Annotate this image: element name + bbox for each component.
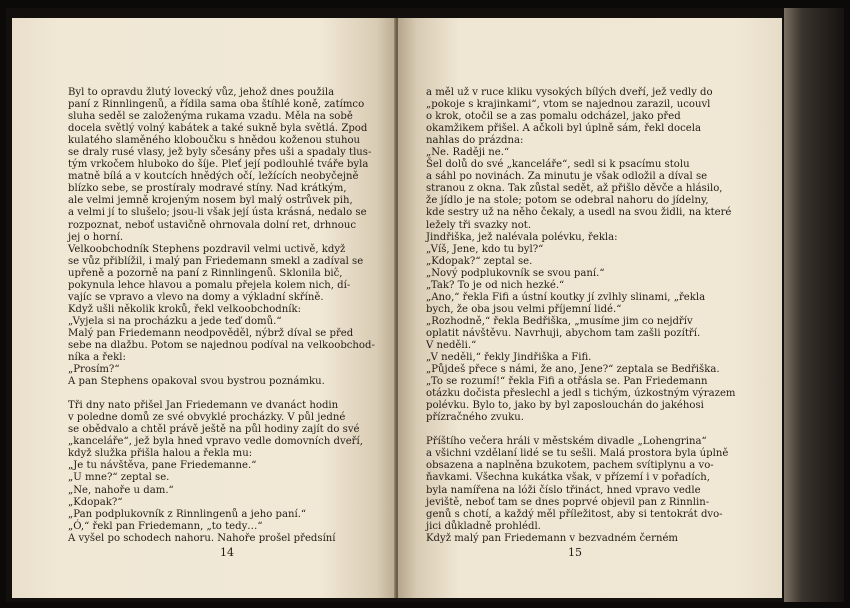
- right-page-text: [426, 87, 736, 545]
- text-line: Příštího večera hráli v městském divadle „Lohengrina“: [426, 436, 707, 448]
- text-line: V neděli.“: [426, 339, 477, 351]
- text-line: a sáhl po novinách. Za minutu je však odložil a díval se: [426, 171, 708, 183]
- text-line: okamžikem přišel. A ačkoli byl úplně sám, řekl docela: [426, 123, 701, 135]
- text-line: a velmi jí to slušelo; jsou-li však její ústa krásná, nedalo se: [68, 207, 367, 219]
- right-page: [398, 18, 782, 598]
- text-line: ale velmi jemně krojeným nosem byl malý ostrůvek pih,: [68, 195, 353, 207]
- text-line: a všichni vzdělaní lidé se tu sešli. Malá prostora byla úplně: [426, 448, 729, 460]
- text-line: Šel dolů do své „kanceláře“, sedl si k psacímu stolu: [426, 159, 690, 171]
- page-edge-shadow: [784, 8, 844, 602]
- open-book: [6, 8, 844, 602]
- text-line: Když malý pan Friedemann v bezvadném černém: [426, 532, 679, 544]
- text-line: když služka přišla halou a řekla mu:: [68, 448, 253, 460]
- text-line: „Tak? To je od nich hezké.“: [426, 279, 565, 291]
- text-line: tým vrkočem hluboko do šíje. Pleť její podlouhlé tváře byla: [68, 159, 369, 171]
- text-line: paní z Rinnlingenů, a řídila sama oba štíhlé koně, zatímco: [68, 99, 365, 111]
- text-line: „pokoje s krajinkami“, vtom se najednou zarazil, ucouvl: [426, 99, 711, 111]
- text-line: Velkoobchodník Stephens pozdravil velmi uctivě, když: [68, 243, 346, 255]
- text-line: vajíc se vpravo a vlevo na domy a výkladní skříně.: [68, 291, 324, 303]
- text-line: matně bílá a v koutcích hnědých očí, ležících neobyčejně: [68, 171, 359, 183]
- text-line: „Nový podplukovník se svou paní.“: [426, 267, 605, 279]
- text-line: „Kdopak?“: [68, 496, 123, 508]
- text-line: polévku. Bylo to, jako by byl zaposlouchán do jakéhosi: [426, 400, 704, 412]
- text-line: Jindřiška, jež nalévala polévku, řekla:: [426, 231, 618, 243]
- text-line: „Je tu návštěva, pane Friedemanne.“: [68, 460, 257, 472]
- text-line: otázku dočista přeslechl a jedl s tichým, úzkostným výrazem: [426, 388, 736, 400]
- text-line: A vyšel po schodech nahoru. Nahoře prošel předsíní: [68, 532, 336, 544]
- text-line: se obědvalo a chtěl právě ještě na půl hodiny zajít do své: [68, 424, 360, 436]
- text-line: Byl to opravdu žlutý lovecký vůz, jehož dnes použila: [68, 87, 335, 98]
- text-line: a měl už v ruce kliku vysokých bílých dveří, jež vedly do: [426, 87, 713, 98]
- text-line: se vůz přiblížil, i malý pan Friedemann smekl a zadíval se: [68, 255, 364, 267]
- text-line: upřeně a pozorně na paní z Rinnlingenů. Sklonila bič,: [68, 267, 343, 279]
- text-line: byla namířena na lóži číslo třináct, hned vpravo vedle: [426, 484, 701, 496]
- right-page-number: 15: [568, 546, 582, 559]
- section-break: [426, 424, 726, 436]
- text-line: „To se rozumí!“ řekla Fifi a otřásla se. Pan Friedemann: [426, 376, 708, 388]
- text-line: jej o horní.: [68, 231, 124, 243]
- text-line: nahlas do prázdna:: [426, 135, 524, 147]
- text-line: níka a řekl:: [68, 352, 126, 364]
- text-line: „Ano,“ řekla Fifi a ústní koutky jí zvlhly slinami, „řekla: [426, 291, 706, 303]
- text-line: Malý pan Friedemann neodpověděl, nýbrž díval se před: [68, 327, 354, 339]
- text-line: rozpoznat, neboť ustavičně ohrnovala dolní ret, drhnouc: [68, 219, 357, 231]
- text-line: „Prosím?“: [68, 364, 120, 376]
- text-line: „Ne. Raději ne.“: [426, 147, 510, 159]
- text-line: o krok, otočil se a zas pomalu odcházel, jako před: [426, 111, 681, 123]
- text-line: sluha seděl se založenýma rukama vzadu. Měla na sobě: [68, 111, 353, 123]
- text-line: „V neděli,“ řekly Jindřiška a Fifi.: [426, 352, 592, 364]
- text-line: Tři dny nato přišel Jan Friedemann ve dvanáct hodin: [68, 400, 339, 412]
- text-line: „Ó,“ řekl pan Friedemann, „to tedy…“: [68, 520, 263, 532]
- text-line: „Víš, Jene, kdo tu byl?“: [426, 243, 544, 255]
- text-line: blízko sebe, se prostíraly modravé stíny. Nad krátkým,: [68, 183, 347, 195]
- text-line: že jídlo je na stole; potom se odebral nahoru do jídelny,: [426, 195, 709, 207]
- text-line: přízračného zvuku.: [426, 412, 524, 424]
- text-line: bych, že oba jsou velmi příjemní lidé.“: [426, 303, 622, 315]
- left-page-number: 14: [220, 546, 234, 559]
- text-line: v poledne domů ze své obvyklé procházky. V půl jedné: [68, 412, 346, 424]
- text-line: obsazena a naplněna bzukotem, pachem svítiplynu a vo-: [426, 460, 714, 472]
- text-line: „Půjdeš přece s námi, že ano, Jene?“ zeptala se Bedřiška.: [426, 364, 720, 376]
- text-line: „Rozhodně,“ řekla Bedřiška, „musíme jim co nejdřív: [426, 315, 693, 327]
- text-line: se draly rusé vlasy, jež byly sčesány přes uši a spadaly tlus-: [68, 147, 372, 159]
- text-line: „Pan podplukovník z Rinnlingenů a jeho paní.“: [68, 508, 307, 520]
- text-line: jeviště, neboť tam se dnes poprvé objevil pan z Rinnlin-: [426, 496, 710, 508]
- text-line: sebe na dlažbu. Potom se najednou podíval na velkoobchod-: [68, 339, 375, 351]
- text-line: ňavkami. Všechna kukátka však, v přízemí i v pořadích,: [426, 472, 710, 484]
- text-line: „Ne, nahoře u dam.“: [68, 484, 174, 496]
- text-line: „kanceláře“, jež byla hned vpravo vedle domovních dveří,: [68, 436, 363, 448]
- text-line: jici důkladně prohlédl.: [426, 520, 541, 532]
- text-line: ležely tři svazky not.: [426, 219, 532, 231]
- text-line: genů s chotí, a každý měl příležitost, aby si tentokrát dvo-: [426, 508, 723, 520]
- text-line: stranou z okna. Tak zůstal sedět, až přišlo děvče a hlásilo,: [426, 183, 723, 195]
- text-line: „Vyjela si na procházku a jede teď domů.“: [68, 315, 282, 327]
- left-page-text: [68, 87, 375, 545]
- text-line: kulatého slaměného kloboučku s hnědou koženou stuhou: [68, 135, 361, 147]
- section-break: [68, 388, 370, 400]
- text-line: A pan Stephens opakoval svou bystrou poznámku.: [68, 376, 325, 388]
- text-line: oplatit návštěvu. Navrhuji, abychom tam zašli pozítří.: [426, 327, 701, 339]
- left-page: [12, 18, 396, 598]
- text-line: „U mne?“ zeptal se.: [68, 472, 170, 484]
- text-line: Když ušli několik kroků, řekl velkoobchodník:: [68, 303, 302, 315]
- text-line: docela světlý volný kabátek a také sukně byla světlá. Zpod: [68, 123, 368, 135]
- text-line: pokynula lehce hlavou a pomalu přejela kolem nich, dí-: [68, 279, 351, 291]
- text-line: „Kdopak?“ zeptal se.: [426, 255, 533, 267]
- text-line: kde sestry už na něho čekaly, a usedl na svou židli, na které: [426, 207, 732, 219]
